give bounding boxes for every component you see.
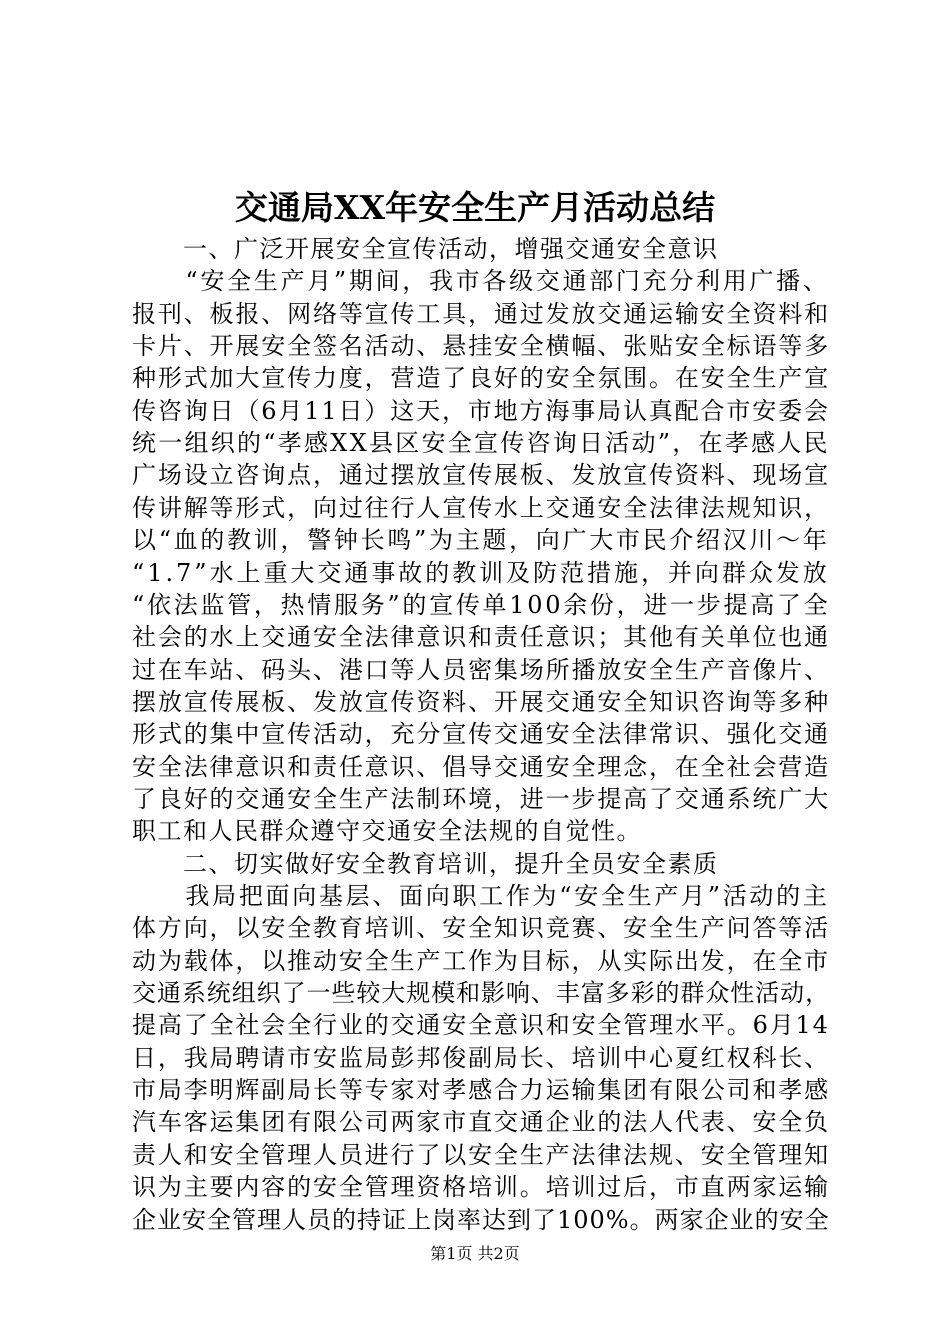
page-footer: 第1页 共2页 [430, 1244, 520, 1263]
body-line: “安全生产月”期间，我市各级交通部门充分利用广播、 [132, 267, 830, 296]
body-line: “依法监管，热情服务”的宣传单100余份，进一步提高了全 [132, 590, 831, 619]
body-line: 种形式加大宣传力度，营造了良好的安全氛围。在安全生产宣 [132, 364, 830, 393]
body-line: 广场设立咨询点，通过摆放宣传展板、发放宣传资料、现场宣 [132, 461, 830, 490]
body-line: 过在车站、码头、港口等人员密集场所播放安全生产音像片、 [132, 655, 830, 684]
body-line: 职工和人民群众遵守交通安全法规的自觉性。 [132, 817, 642, 846]
body-line: 了良好的交通安全生产法制环境，进一步提高了交通系统广大 [132, 784, 830, 813]
body-line: 交通系统组织了一些较大规模和影响、丰富多彩的群众性活动， [132, 979, 830, 1008]
body-line: 形式的集中宣传活动，充分宣传交通安全法律常识、强化交通 [132, 720, 830, 749]
body-line: 提高了全社会全行业的交通安全意识和安全管理水平。6月14 [132, 1011, 830, 1040]
body-line: 体方向，以安全教育培训、安全知识竞赛、安全生产问答等活 [132, 914, 830, 943]
body-line: 企业安全管理人员的持证上岗率达到了100%。两家企业的安全 [132, 1205, 830, 1234]
body-line: 安全法律意识和责任意识、倡导交通安全理念，在全社会营造 [132, 752, 830, 781]
body-line: 统一组织的“孝感XX县区安全宣传咨询日活动”，在孝感人民 [132, 429, 830, 458]
body-line: 汽车客运集团有限公司两家市直交通企业的法人代表、安全负 [132, 1108, 830, 1137]
body-line: 传咨询日（6月11日）这天，市地方海事局认真配合市安委会 [132, 396, 830, 425]
body-line: 识为主要内容的安全管理资格培训。培训过后，市直两家运输 [132, 1173, 830, 1202]
body-line: 以“血的教训，警钟长鸣”为主题，向广大市民介绍汉川～年 [132, 526, 830, 555]
body-line: “1.7”水上重大交通事故的教训及防范措施，并向群众发放 [132, 558, 830, 587]
document-title: 交通局XX年安全生产月活动总结 [234, 188, 716, 227]
body-line: 责人和安全管理人员进行了以安全生产法律法规、安全管理知 [132, 1140, 830, 1169]
body-line: 卡片、开展安全签名活动、悬挂安全横幅、张贴安全标语等多 [132, 332, 830, 361]
body-line: 我局把面向基层、面向职工作为“安全生产月”活动的主 [132, 882, 830, 910]
body-line: 日，我局聘请市安监局彭邦俊副局长、培训中心夏红权科长、 [132, 1043, 830, 1072]
body-line: 二、切实做好安全教育培训，提升全员安全素质 [132, 849, 719, 878]
body-line: 报刊、板报、网络等宣传工具，通过发放交通运输安全资料和 [132, 299, 830, 328]
body-line: 一、广泛开展安全宣传活动，增强交通安全意识 [132, 235, 719, 263]
body-line: 社会的水上交通安全法律意识和责任意识；其他有关单位也通 [132, 623, 830, 652]
body-line: 动为载体，以推动安全生产工作为目标，从实际出发，在全市 [132, 946, 830, 975]
body-line: 摆放宣传展板、发放宣传资料、开展交通安全知识咨询等多种 [132, 687, 830, 716]
body-line: 传讲解等形式，向过往行人宣传水上交通安全法律法规知识， [132, 493, 830, 522]
body-line: 市局李明辉副局长等专家对孝感合力运输集团有限公司和孝感 [132, 1076, 830, 1105]
